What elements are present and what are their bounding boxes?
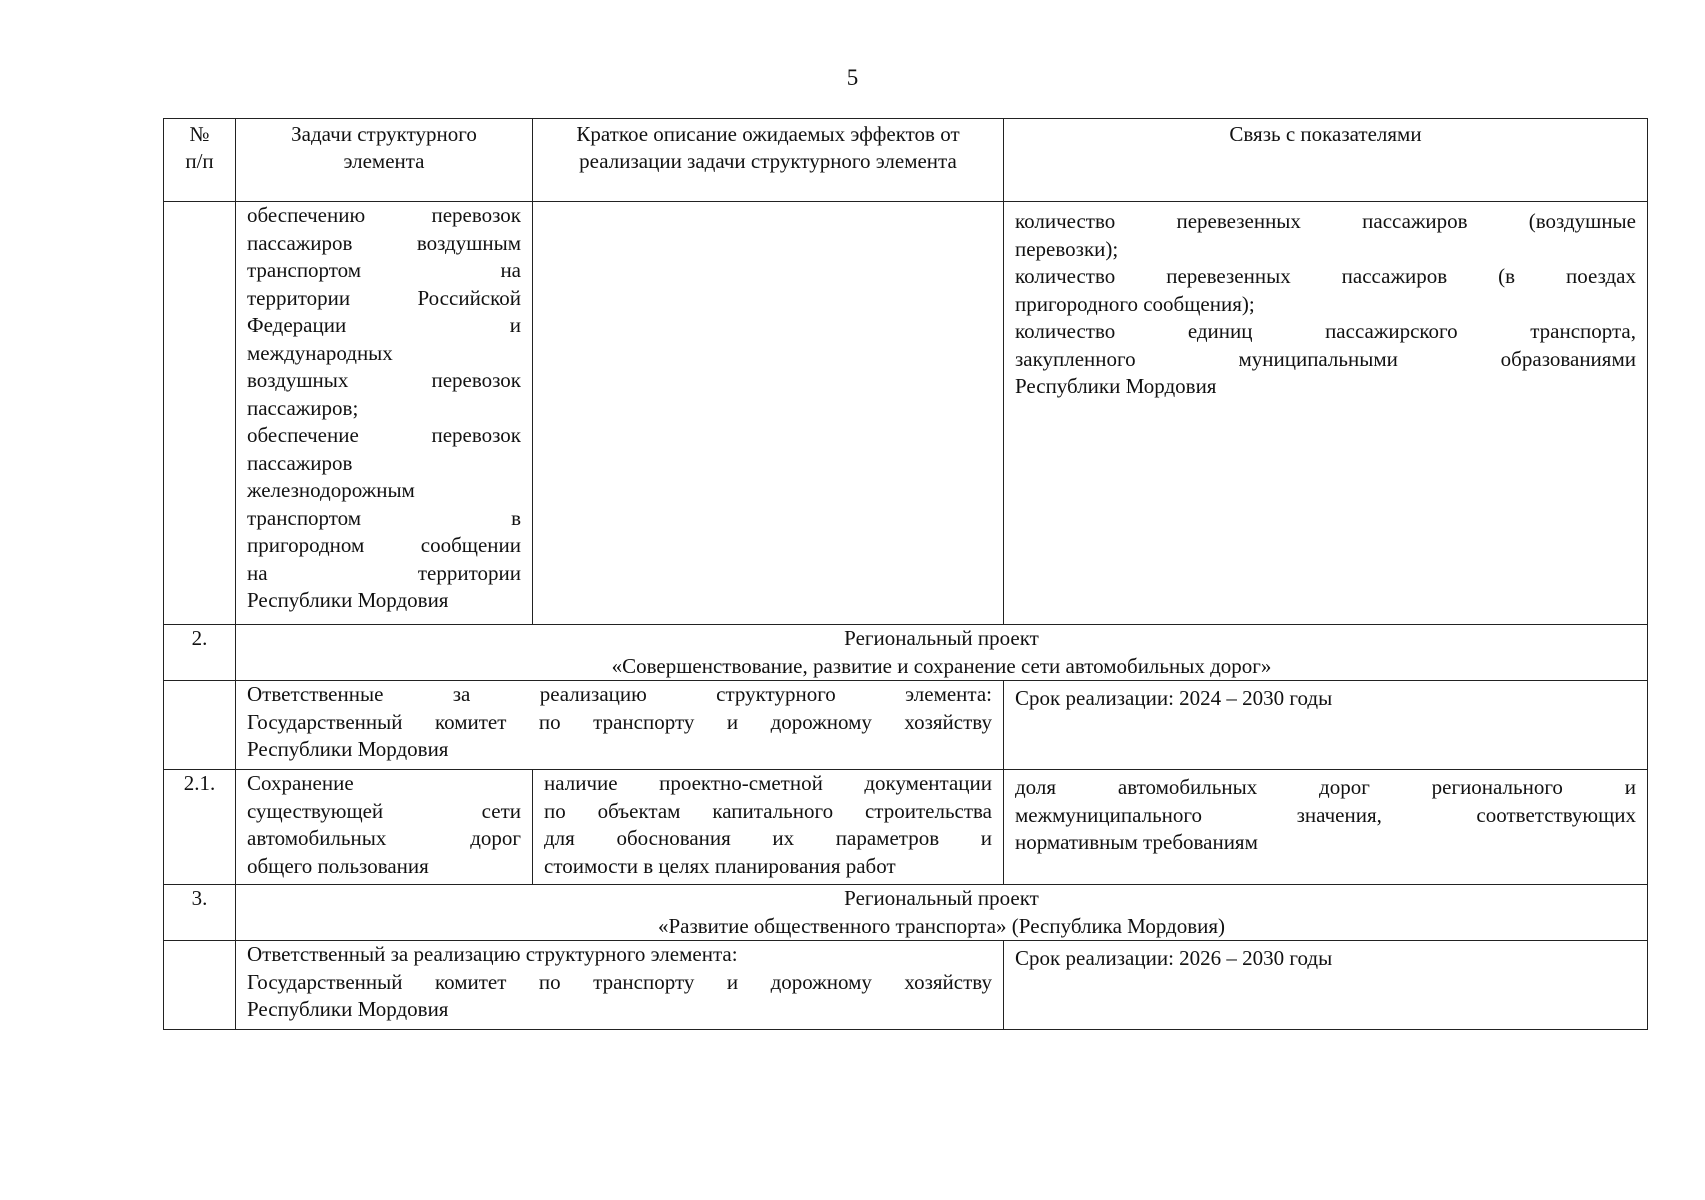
text-line: нормативным требованиям: [1015, 830, 1258, 854]
text-line: Республики Мордовия: [247, 737, 449, 761]
table-row: [164, 202, 1648, 625]
text-line: количество перевезенных пассажиров (в поездах: [1015, 264, 1636, 288]
header-indicators: Связь с показателями: [1004, 119, 1648, 202]
text-line: наличие проектно-сметной документации: [544, 771, 992, 795]
header-num-text: № п/п: [185, 122, 214, 173]
text-line: Республики Мордовия: [247, 588, 449, 612]
header-effects: Краткое описание ожидаемых эффектов от реализации задачи структурного элемента: [533, 119, 1004, 202]
text-line: транспортом в: [247, 505, 521, 530]
text-line: для обоснования их параметров и: [544, 826, 992, 850]
table-row: [164, 885, 1648, 941]
text-line: на территории: [247, 560, 521, 585]
indicators-cell: [1004, 202, 1648, 625]
responsible-cell: [236, 681, 1004, 770]
term-cell: Срок реализации: 2026 – 2030 годы: [1004, 941, 1648, 1030]
text-line: обеспечению перевозок: [247, 203, 521, 227]
text-line: Республики Мордовия: [1015, 374, 1217, 398]
text-line: Ответственный за реализацию структурного элемента:: [247, 942, 738, 966]
text-line: доля автомобильных дорог регионального и: [1015, 775, 1636, 799]
text-line: воздушных перевозок: [247, 368, 521, 392]
project-label: Региональный проект: [844, 886, 1039, 910]
effects-cell: [533, 770, 1004, 885]
tasks-cell: [236, 770, 533, 885]
row-number: [164, 202, 236, 625]
structural-elements-table: [163, 118, 1648, 1030]
text-line: пригородного сообщения);: [1015, 291, 1255, 316]
text-line: количество единиц пассажирского транспорта,: [1015, 319, 1636, 343]
text-line: пассажиров;: [247, 395, 359, 420]
header-num: [164, 119, 236, 202]
indicators-cell: [1004, 770, 1648, 885]
text-line: существующей сети: [247, 798, 521, 823]
text-line: межмуниципального значения, соответствующих: [1015, 802, 1636, 827]
row-number: 2.1.: [164, 770, 236, 885]
text-line: международных: [247, 340, 393, 365]
text-line: пассажиров: [247, 450, 353, 475]
text-line: общего пользования: [247, 853, 429, 878]
text-line: Сохранение: [247, 771, 354, 795]
text-line: закупленного муниципальными образованиями: [1015, 346, 1636, 371]
text-line: Ответственные за реализацию структурного элемента:: [247, 682, 992, 706]
text-line: обеспечение перевозок: [247, 423, 521, 447]
row-number: 2.: [164, 625, 236, 681]
regional-project-title: [236, 885, 1648, 941]
table-row: [164, 770, 1648, 885]
table-row: [164, 941, 1648, 1030]
text-line: железнодорожным: [247, 478, 415, 502]
text-line: транспортом на: [247, 258, 521, 282]
text-line: количество перевезенных пассажиров (воздушные: [1015, 209, 1636, 233]
page-number: 5: [846, 65, 859, 90]
regional-project-title: [236, 625, 1648, 681]
text-line: автомобильных дорог: [247, 826, 521, 850]
text-line: Государственный комитет по транспорту и дорожному хозяйству: [247, 969, 992, 994]
project-name: «Совершенствование, развитие и сохранение сети автомобильных дорог»: [611, 653, 1272, 678]
responsible-cell: [236, 941, 1004, 1030]
project-name: «Развитие общественного транспорта» (Республика Мордовия): [657, 913, 1226, 938]
text-line: пассажиров воздушным: [247, 230, 521, 255]
row-number: [164, 681, 236, 770]
text-line: Республики Мордовия: [247, 997, 449, 1021]
term-cell: Срок реализации: 2024 – 2030 годы: [1004, 681, 1648, 770]
text-line: по объектам капитального строительства: [544, 798, 992, 823]
table-header-row: [164, 119, 1648, 202]
text-line: перевозки);: [1015, 236, 1119, 261]
row-number: 3.: [164, 885, 236, 941]
text-line: Федерации и: [247, 313, 521, 337]
effects-cell: [533, 202, 1004, 625]
header-tasks: Задачи структурного элемента: [236, 119, 533, 202]
tasks-cell: [236, 202, 533, 625]
row-number: [164, 941, 236, 1030]
table-row: [164, 625, 1648, 681]
text-line: территории Российской: [247, 285, 521, 310]
table-row: [164, 681, 1648, 770]
text-line: стоимости в целях планирования работ: [544, 853, 896, 878]
text-line: Государственный комитет по транспорту и дорожному хозяйству: [247, 709, 992, 734]
text-line: пригородном сообщении: [247, 533, 521, 557]
project-label: Региональный проект: [844, 626, 1039, 650]
